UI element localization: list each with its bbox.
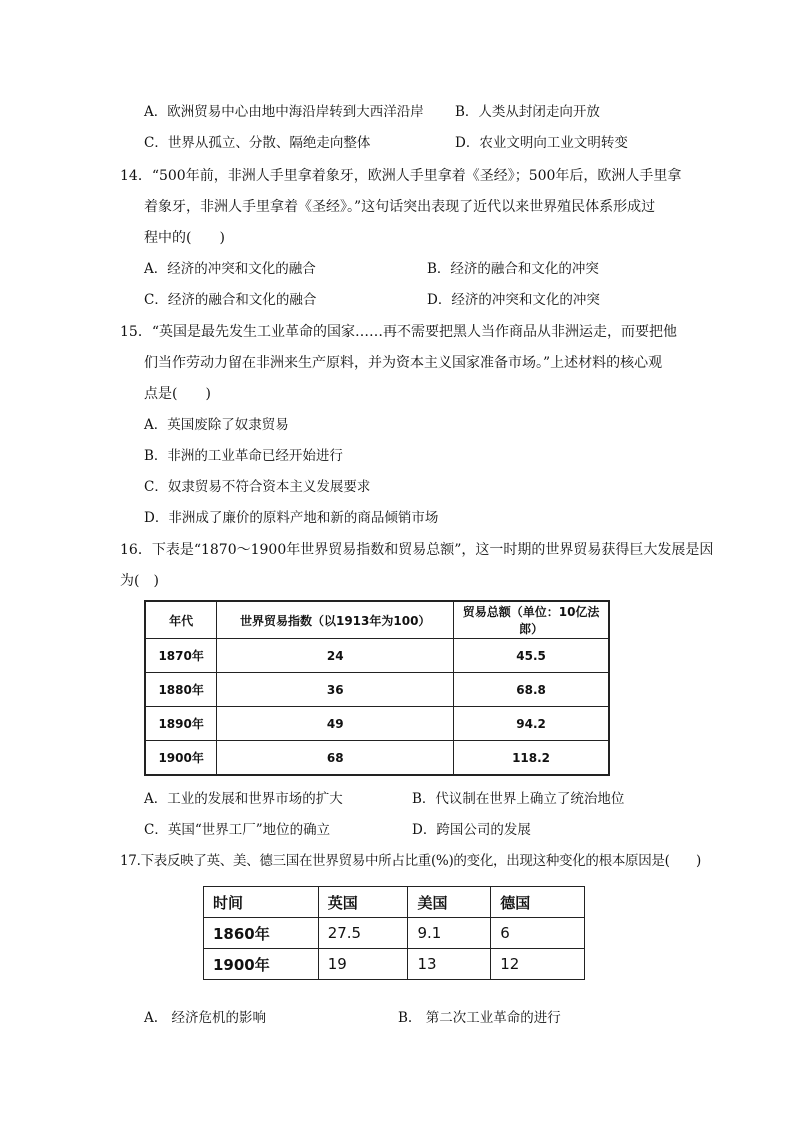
q16-data-table [144,600,610,776]
q17-stem: 17.下表反映了英、美、德三国在世界贸易中所占比重(%)的变化，出现这种变化的根本原因是( ) [120,853,701,869]
table-cell: 6 [491,918,585,949]
table-cell: 68 [217,741,454,776]
table-header-cell: 时间 [204,887,319,918]
q13-option-a: A．欧洲贸易中心由地中海沿岸转到大西洋沿岸 [144,104,424,120]
q15-option-d: D．非洲成了廉价的原料产地和新的商品倾销市场 [144,510,439,526]
table-cell: 49 [217,707,454,741]
table-row [145,741,609,776]
table-header-cell: 世界贸易指数（以1913年为100） [217,601,454,639]
table-header-cell: 英国 [318,887,408,918]
q15-stem-line-1: 15．“英国是最先发生工业革命的国家……再不需要把黑人当作商品从非洲运走，而要把他 [120,324,677,340]
table-cell: 36 [217,673,454,707]
table-cell: 19 [318,949,408,980]
table-header-cell: 美国 [408,887,491,918]
q14-stem-line-1: 14．“500年前，非洲人手里拿着象牙，欧洲人手里拿着《圣经》；500年后，欧洲人手里拿 [120,168,682,184]
table-header-cell: 德国 [491,887,585,918]
q17-option-b: B. 第二次工业革命的进行 [398,1010,561,1026]
table-cell: 24 [217,639,454,673]
table-header-cell: 贸易总额（单位：10亿法郎） [454,601,609,639]
q15-option-a: A．英国废除了奴隶贸易 [144,417,289,433]
table-cell: 27.5 [318,918,408,949]
q13-option-c: C．世界从孤立、分散、隔绝走向整体 [144,135,371,151]
q16-stem-line-1: 16．下表是“1870～1900年世界贸易指数和贸易总额”，这一时期的世界贸易获得巨大发展是因 [120,542,714,558]
table-cell: 1880年 [145,673,217,707]
q16-option-d: D．跨国公司的发展 [412,822,531,838]
table-row [145,639,609,673]
q14-stem-line-2: 着象牙，非洲人手里拿着《圣经》。”这句话突出表现了近代以来世界殖民体系形成过 [144,199,656,215]
table-cell: 9.1 [408,918,491,949]
q15-option-b: B．非洲的工业革命已经开始进行 [144,448,343,464]
table-cell: 45.5 [454,639,609,673]
table-row [145,673,609,707]
table-cell: 1900年 [204,949,319,980]
q13-option-d: D．农业文明向工业文明转变 [455,135,628,151]
table-cell: 1890年 [145,707,217,741]
q14-option-d: D．经济的冲突和文化的冲突 [427,292,600,308]
table-cell: 118.2 [454,741,609,776]
table-cell: 1860年 [204,918,319,949]
table-cell: 1870年 [145,639,217,673]
q14-option-b: B．经济的融合和文化的冲突 [427,261,599,277]
q16-stem-line-2: 为( ) [120,573,159,589]
q13-option-b: B．人类从封闭走向开放 [455,104,600,120]
q14-stem-line-3: 程中的( ) [144,230,225,246]
table-header-row [204,887,585,918]
table-cell: 68.8 [454,673,609,707]
table-cell: 1900年 [145,741,217,776]
q16-option-a: A．工业的发展和世界市场的扩大 [144,791,343,807]
table-cell: 94.2 [454,707,609,741]
q17-option-a: A. 经济危机的影响 [144,1010,267,1026]
table-cell: 12 [491,949,585,980]
table-row [204,949,585,980]
table-header-row [145,601,609,639]
q15-stem-line-2: 们当作劳动力留在非洲来生产原料，并为资本主义国家准备市场。”上述材料的核心观 [144,355,663,371]
table-header-cell: 年代 [145,601,217,639]
q15-option-c: C．奴隶贸易不符合资本主义发展要求 [144,479,371,495]
q17-data-table [203,886,585,980]
table-row [204,918,585,949]
q15-stem-line-3: 点是( ) [144,386,211,402]
q16-option-b: B．代议制在世界上确立了统治地位 [412,791,625,807]
q14-option-a: A．经济的冲突和文化的融合 [144,261,316,277]
q16-option-c: C．英国“世界工厂”地位的确立 [144,822,331,838]
q14-option-c: C．经济的融合和文化的融合 [144,292,317,308]
table-row [145,707,609,741]
table-cell: 13 [408,949,491,980]
